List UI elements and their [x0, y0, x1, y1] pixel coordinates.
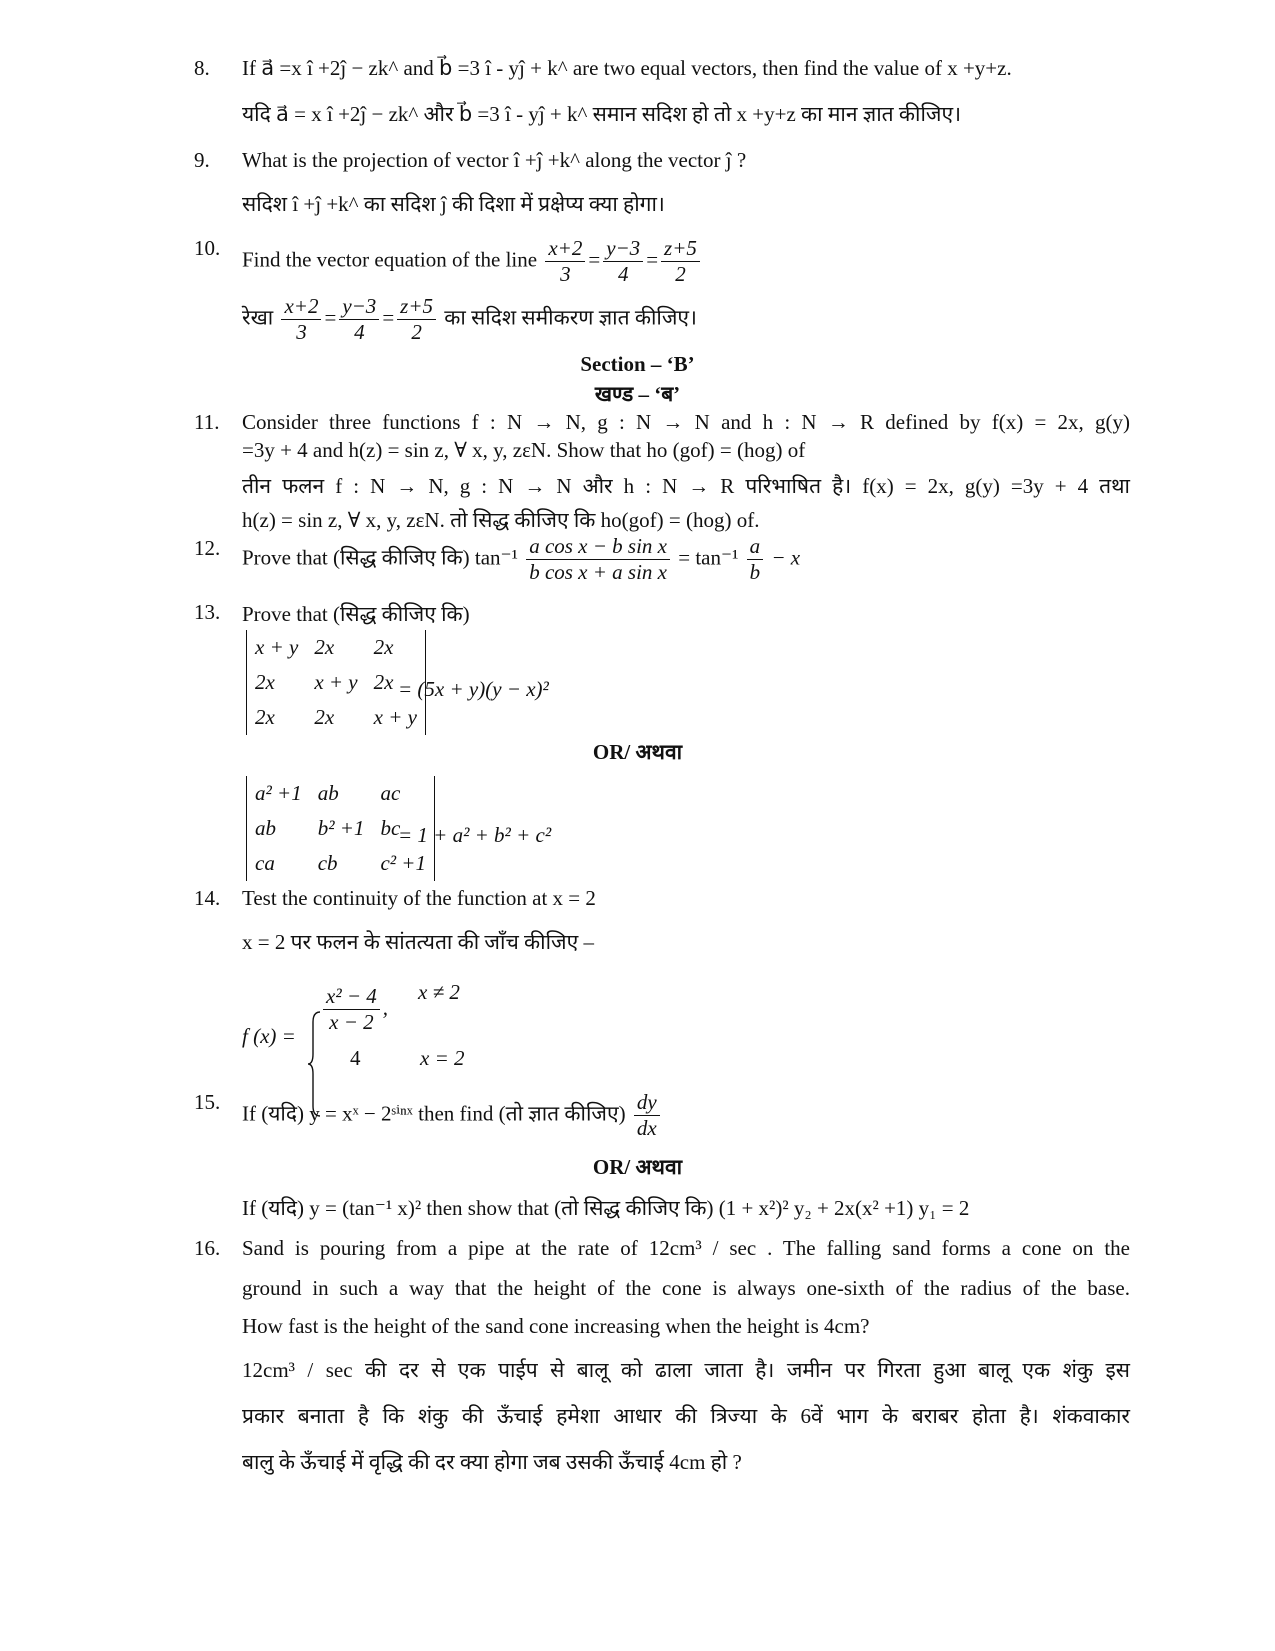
line-equation-hi: रेखा $\frac{x+2}{3}$ = $\frac{y-3}{4}$ = $\frac{z+5}{2}$ का सदिश समीकरण ज्ञात कीजिए। — [242, 294, 698, 345]
question-text-en: Find the vector equation of the line — [242, 247, 538, 272]
det-cell: x + y — [255, 635, 299, 659]
fraction-denominator: b — [749, 560, 761, 585]
det-cell: b² +1 — [317, 816, 365, 840]
fraction-denominator: 4 — [354, 320, 365, 345]
question-text-line: Consider three functions f : N → N, g : N → N and h : N → R defined by f(x) = 2x, g(y) — [242, 410, 1130, 434]
or-label: OR/ अथवा — [592, 740, 683, 764]
det-cell: x + y — [373, 705, 417, 729]
question-text-en: If a⃗ =x î +2ĵ − zk^ and b⃗ =3 î - yĵ + k^ are two equal vectors, then find the value of x +y+z. — [242, 56, 1012, 80]
question-text-line: तीन फलन f : N → N, g : N → N और h : N → R परिभाषित है। f(x) = 2x, g(y) =3y + 4 तथा — [242, 474, 1130, 498]
question-15-alternative: If (यदि) y = (tan⁻¹ x)² then show that (तो सिद्ध कीजिए कि) (1 + x²)² y₂ + 2x(x² +1) y₁ = 2 — [242, 1196, 970, 1220]
question-number: 10. — [194, 236, 221, 260]
question-text-line: प्रकार बनाता है कि शंकु की ऊँचाई हमेशा आधार की त्रिज्या के 6वें भाग के बराबर होता है। शंकवाकार — [242, 1404, 1130, 1428]
question-text-line: ground in such a way that the height of the cone is always one-sixth of the radius of the base. — [242, 1276, 1130, 1300]
question-number: 9. — [194, 148, 210, 172]
question-text-line: Sand is pouring from a pipe at the rate of 12cm³ / sec . The falling sand forms a cone on the — [242, 1236, 1130, 1260]
piecewise-fx: f (x) = — [242, 1024, 296, 1048]
det-cell: 2x — [373, 635, 394, 659]
prove-identity — [242, 534, 800, 585]
line-equation-en: Find the vector equation of the line $\frac{x+2}{3}$ = $\frac{y-3}{4}$ = $\frac{z+5}{2}$ — [242, 236, 703, 287]
det-cell: 2x — [314, 705, 335, 729]
question-number: 11. — [194, 410, 220, 434]
fraction-numerator: x² − 4 — [323, 984, 380, 1010]
question-text-hi: x = 2 पर फलन के सांतत्यता की जाँच कीजिए – — [242, 930, 594, 954]
question-text: Prove that (सिद्ध कीजिए कि) tan⁻¹ — [242, 545, 518, 570]
fraction-numerator: dy — [634, 1090, 660, 1116]
fraction-numerator: a — [747, 534, 764, 560]
derivative-question — [242, 1090, 663, 1141]
question-text-line: How fast is the height of the sand cone increasing when the height is 4cm? — [242, 1314, 870, 1338]
det-cell: cb — [317, 851, 338, 875]
det-cell: bc — [380, 816, 401, 840]
det-cell: ab — [317, 781, 339, 805]
question-text-en: Test the continuity of the function at x = 2 — [242, 886, 596, 910]
section-heading-hi: खण्ड – ‘ब’ — [594, 382, 681, 406]
question-text-en: What is the projection of vector î +ĵ +k^ along the vector ĵ ? — [242, 148, 747, 172]
question-number: 16. — [194, 1236, 221, 1260]
fraction-denominator: 4 — [617, 262, 629, 287]
det-cell: 2x — [373, 670, 394, 694]
fraction-denominator: x − 2 — [329, 1010, 374, 1035]
det-cell: a² +1 — [255, 781, 302, 805]
det-cell: ca — [255, 851, 275, 875]
fraction-numerator: z+5 — [661, 236, 700, 262]
question-text-line: h(z) = sin z, ∀ x, y, zεN. तो सिद्ध कीजिए कि ho(gof) = (hog) of. — [242, 508, 760, 532]
piecewise-condition-2: x = 2 — [420, 1046, 465, 1070]
fraction-numerator: y−3 — [603, 236, 643, 262]
fraction-numerator: x+2 — [281, 294, 321, 320]
question-number: 12. — [194, 536, 221, 560]
piecewise-condition-1: x ≠ 2 — [418, 980, 460, 1004]
question-text-line: बालु के ऊँचाई में वृद्धि की दर क्या होगा जब उसकी ऊँचाई 4cm हो ? — [242, 1450, 742, 1474]
question-text-hi-suffix: का सदिश समीकरण ज्ञात कीजिए। — [444, 305, 698, 330]
fraction-numerator: a cos x − b sin x — [526, 534, 670, 560]
det-cell: ac — [380, 781, 401, 805]
question-text-hi: यदि a⃗ = x î +2ĵ − zk^ और b⃗ =3 î - yĵ + k^ समान सदिश हो तो x +y+z का मान ज्ञात कीजिए। — [242, 102, 962, 126]
fraction-denominator: 3 — [560, 262, 571, 287]
equals-tan-inverse: = tan⁻¹ — [678, 545, 739, 570]
piecewise-case-1: $\frac{\text{x² − 4}}{x - 2}$ , — [320, 984, 388, 1035]
question-number: 13. — [194, 600, 221, 624]
determinant-1-rhs: = (5x + y)(y − x)² — [398, 677, 549, 701]
question-number: 8. — [194, 56, 210, 80]
det-cell: 2x — [314, 635, 335, 659]
det-cell: x + y — [314, 670, 358, 694]
det-cell: 2x — [255, 705, 275, 729]
fraction-denominator: b cos x + a sin x — [529, 560, 667, 585]
question-text-line: =3y + 4 and h(z) = sin z, ∀ x, y, zεN. Show that ho (gof) = (hog) of — [242, 438, 806, 462]
piecewise-value-2: 4 — [350, 1046, 361, 1070]
question-text-line: 12cm³ / sec की दर से एक पाईप से बालू को ढाला जाता है। जमीन पर गिरता हुआ बालू एक शंकु इस — [242, 1358, 1130, 1382]
fraction-denominator: 2 — [411, 320, 422, 345]
fraction-denominator: 3 — [296, 320, 307, 345]
fraction-denominator: dx — [636, 1116, 657, 1141]
question-text: If (यदि) y = xˣ − 2ˢⁱⁿˣ then find (तो ज्ञात कीजिए) — [242, 1101, 626, 1126]
section-heading-en: Section – ‘B’ — [580, 352, 695, 376]
fraction-denominator: 2 — [675, 262, 686, 287]
det-cell: 2x — [255, 670, 275, 694]
minus-x: − x — [771, 545, 801, 570]
question-text: Prove that (सिद्ध कीजिए कि) — [242, 602, 470, 626]
or-label: OR/ अथवा — [592, 1155, 683, 1179]
question-number: 15. — [194, 1090, 221, 1114]
fraction-numerator: x+2 — [545, 236, 585, 262]
det-cell: ab — [255, 816, 276, 840]
question-text-hi: रेखा — [242, 305, 274, 330]
question-number: 14. — [194, 886, 221, 910]
question-text-hi: सदिश î +ĵ +k^ का सदिश ĵ की दिशा में प्रक्षेप्य क्या होगा। — [242, 192, 665, 216]
det-cell: c² +1 — [380, 851, 426, 875]
fraction-numerator: z+5 — [397, 294, 436, 320]
determinant-2-rhs: = 1 + a² + b² + c² — [398, 823, 552, 847]
fraction-numerator: y−3 — [339, 294, 379, 320]
